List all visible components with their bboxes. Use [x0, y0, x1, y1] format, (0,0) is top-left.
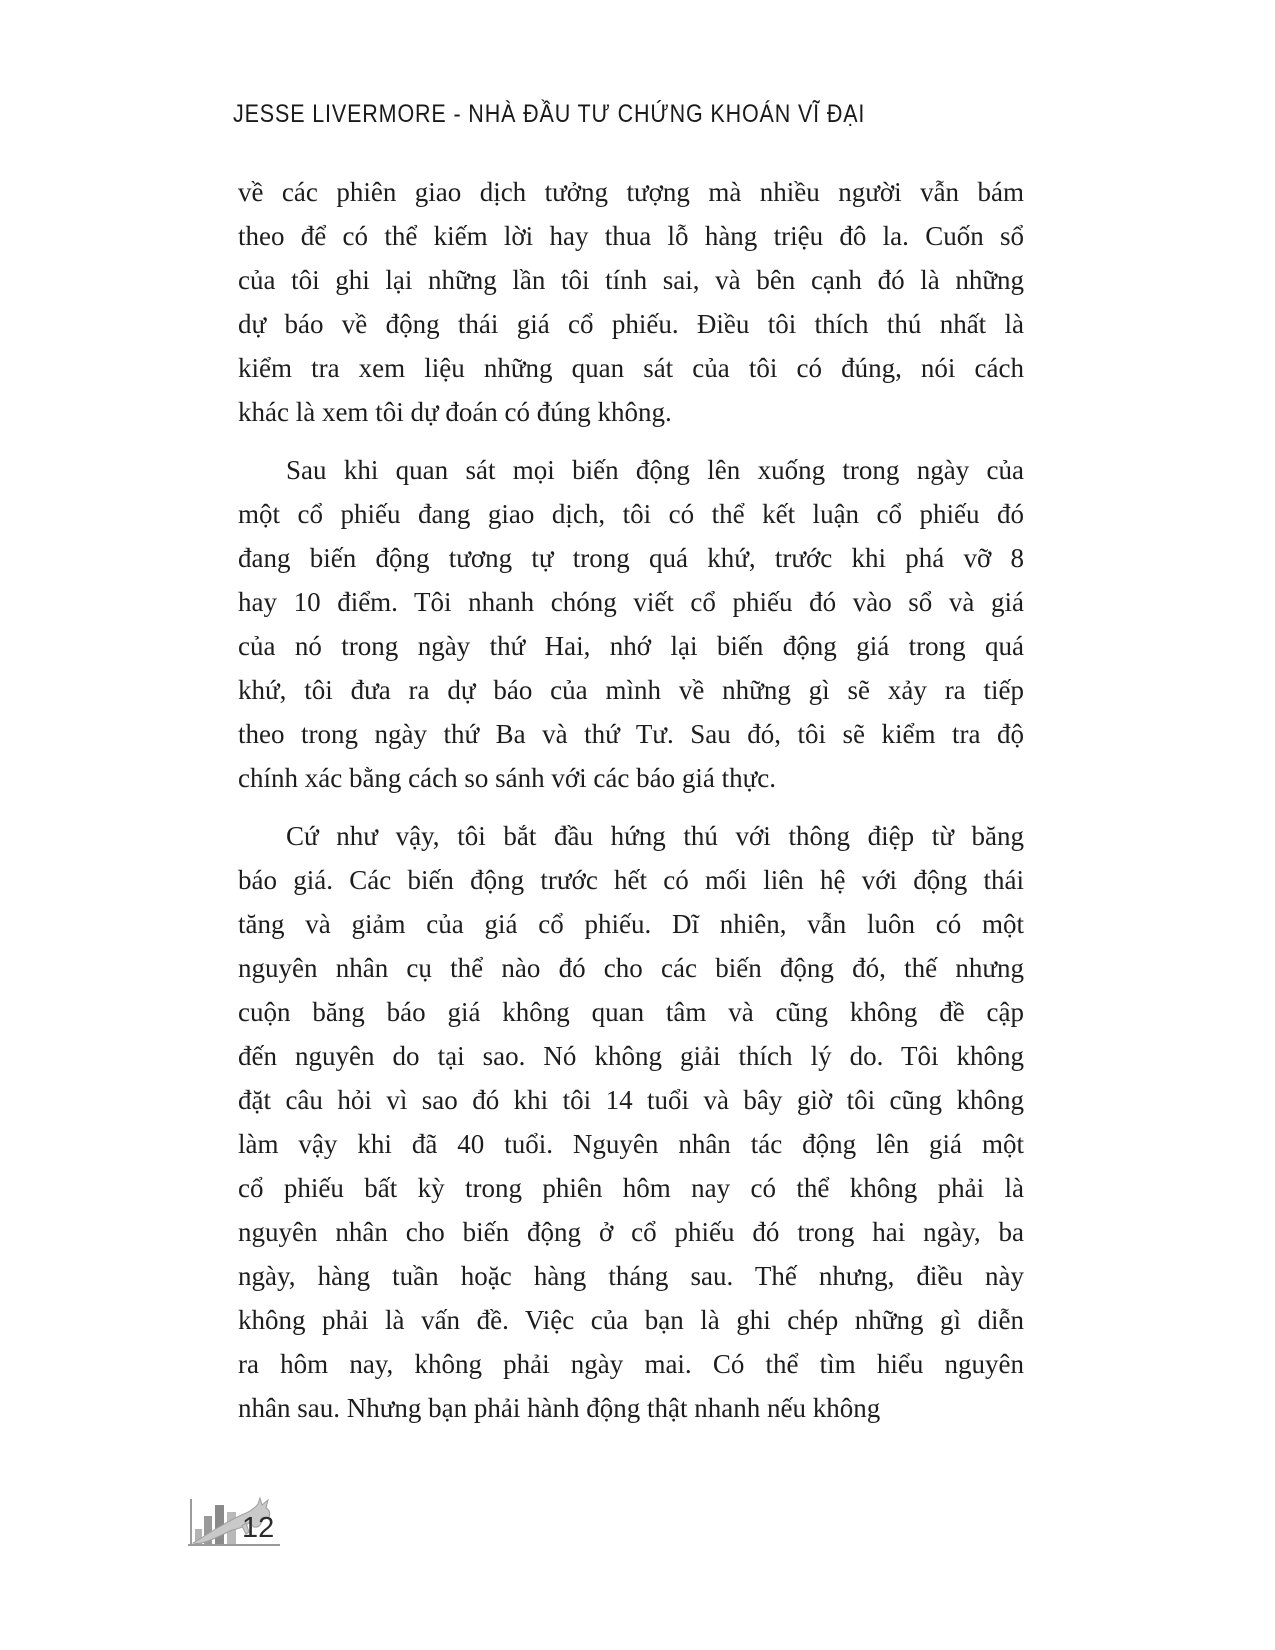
text-line: không phải là vấn đề. Việc của bạn là ghi chép những gì diễn [238, 1305, 1024, 1335]
text-line: theo để có thể kiếm lời hay thua lỗ hàng triệu đô la. Cuốn sổ [238, 221, 1024, 251]
paragraph [238, 448, 1024, 800]
text-line: theo trong ngày thứ Ba và thứ Tư. Sau đó, tôi sẽ kiểm tra độ [238, 719, 1024, 749]
text-line: đặt câu hỏi vì sao đó khi tôi 14 tuổi và bây giờ tôi cũng không [238, 1085, 1024, 1115]
text-line: cuộn băng báo giá không quan tâm và cũng không đề cập [238, 997, 1024, 1027]
text-line: dự báo về động thái giá cổ phiếu. Điều tôi thích thú nhất là [238, 309, 1024, 339]
footer-rule [188, 1544, 280, 1546]
text-line: về các phiên giao dịch tưởng tượng mà nhiều người vẫn bám [238, 177, 1024, 207]
text-line: báo giá. Các biến động trước hết có mối liên hệ với động thái [238, 865, 1024, 895]
text-line: ngày, hàng tuần hoặc hàng tháng sau. Thế nhưng, điều này [238, 1261, 1024, 1291]
text-line: một cổ phiếu đang giao dịch, tôi có thể kết luận cổ phiếu đó [238, 499, 1024, 529]
text-line: khứ, tôi đưa ra dự báo của mình về những gì sẽ xảy ra tiếp [238, 675, 1024, 705]
text-line: của nó trong ngày thứ Hai, nhớ lại biến động giá trong quá [238, 631, 1024, 661]
running-header: JESSE LIVERMORE - NHÀ ĐẦU TƯ CHỨNG KHOÁN VĨ ĐẠI [233, 100, 866, 128]
text-line: làm vậy khi đã 40 tuổi. Nguyên nhân tác động lên giá một [238, 1129, 1024, 1159]
text-line: của tôi ghi lại những lần tôi tính sai, và bên cạnh đó là những [238, 265, 1024, 295]
text-line: cổ phiếu bất kỳ trong phiên hôm nay có thể không phải là [238, 1173, 1024, 1203]
text-line: tăng và giảm của giá cổ phiếu. Dĩ nhiên, vẫn luôn có một [238, 909, 1024, 939]
text-line: kiểm tra xem liệu những quan sát của tôi có đúng, nói cách [238, 353, 1024, 383]
text-line: hay 10 điểm. Tôi nhanh chóng viết cổ phiếu đó vào sổ và giá [238, 587, 1024, 617]
text-line: nguyên nhân cụ thể nào đó cho các biến động đó, thế nhưng [238, 953, 1024, 983]
text-line: nguyên nhân cho biến động ở cổ phiếu đó trong hai ngày, ba [238, 1217, 1024, 1247]
paragraph [238, 170, 1024, 434]
text-line: Cứ như vậy, tôi bắt đầu hứng thú với thông điệp từ băng [286, 821, 1024, 851]
text-line: ra hôm nay, không phải ngày mai. Có thể tìm hiểu nguyên [238, 1349, 1024, 1379]
text-line: chính xác bằng cách so sánh với các báo giá thực. [238, 763, 776, 793]
page-number: 12 [242, 1512, 275, 1544]
body-text [238, 170, 1024, 1444]
page-footer [186, 1490, 386, 1560]
text-line: nhân sau. Nhưng bạn phải hành động thật nhanh nếu không [238, 1393, 881, 1423]
text-line: Sau khi quan sát mọi biến động lên xuống trong ngày của [286, 455, 1024, 485]
text-line: đang biến động tương tự trong quá khứ, trước khi phá vỡ 8 [238, 543, 1024, 573]
text-line: khác là xem tôi dự đoán có đúng không. [238, 397, 672, 427]
text-line: đến nguyên do tại sao. Nó không giải thích lý do. Tôi không [238, 1041, 1024, 1071]
paragraph [238, 814, 1024, 1430]
